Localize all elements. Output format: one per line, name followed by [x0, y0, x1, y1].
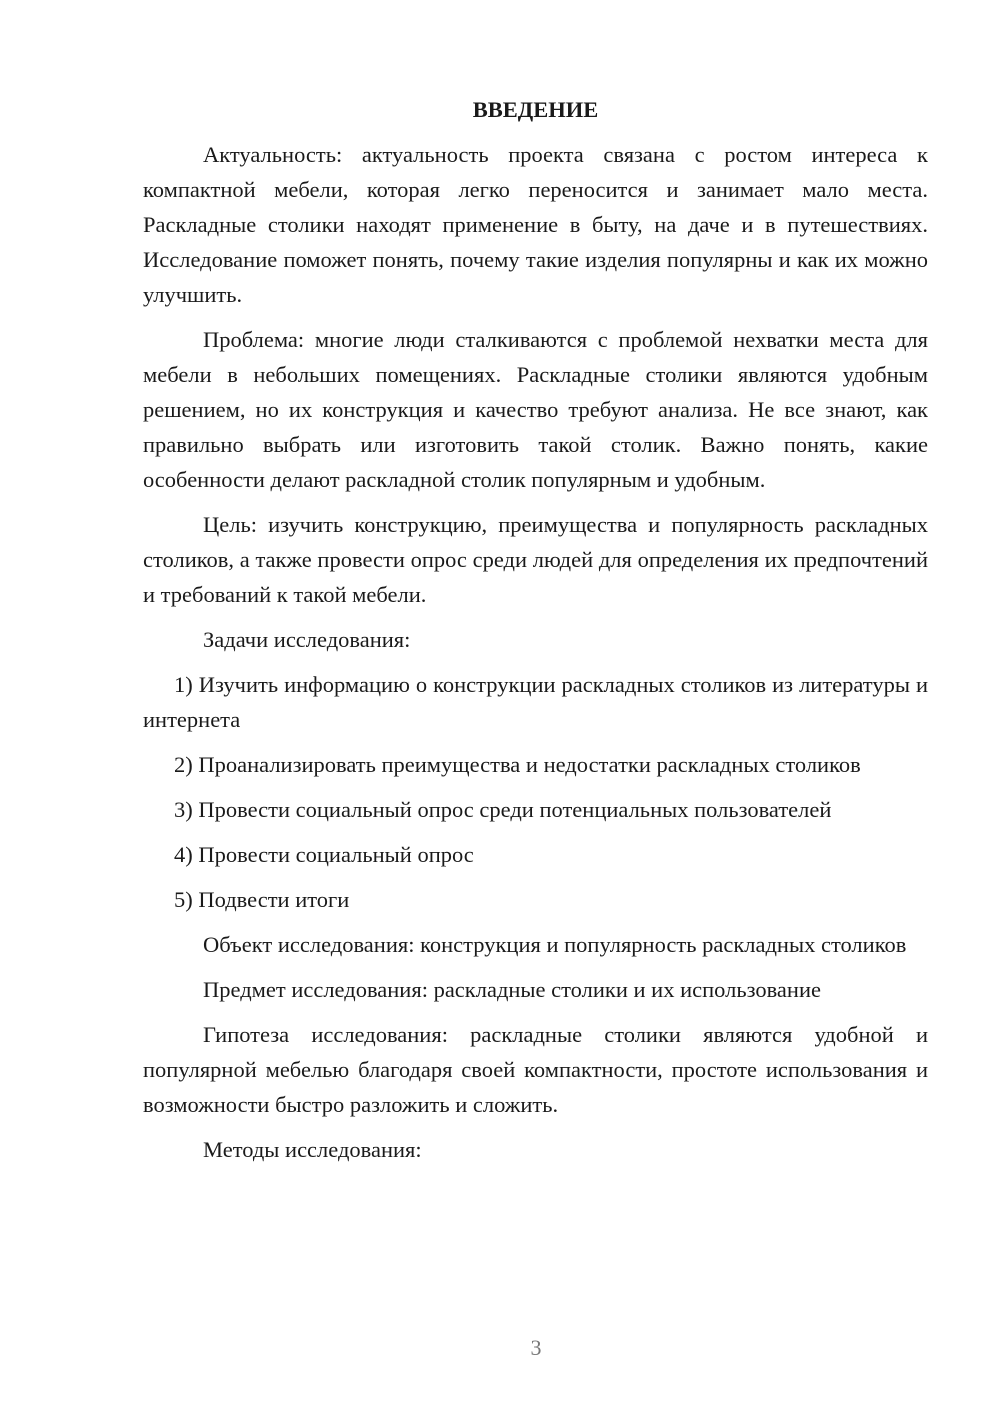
paragraph-hypothesis: Гипотеза исследования: раскладные столики являются удобной и популярной мебелью благодаря своей компактности, простоте использования и возможности быстро разложить и сложить. [143, 1022, 928, 1117]
section-title: ВВЕДЕНИЕ [472, 97, 599, 122]
document-page [143, 92, 928, 1177]
paragraph-tasks-heading: Задачи исследования: [203, 627, 411, 652]
task-item-1: 1) Изучить информацию о конструкции раскладных столиков из литературы и интернета [143, 672, 928, 732]
paragraph-methods: Методы исследования: [203, 1137, 422, 1162]
task-item-2: 2) Проанализировать преимущества и недостатки раскладных столиков [174, 752, 861, 777]
task-item-5: 5) Подвести итоги [174, 887, 350, 912]
paragraph-goal: Цель: изучить конструкцию, преимущества и популярность раскладных столиков, а также провести опрос среди людей для определения их предпочтений и требований к такой мебели. [143, 512, 928, 607]
page-number: 3 [530, 1335, 542, 1360]
paragraph-subject: Предмет исследования: раскладные столики и их использование [203, 977, 821, 1002]
paragraph-relevance: Актуальность: актуальность проекта связана с ростом интереса к компактной мебели, которая легко переносится и занимает мало места. Раскладные столики находят применение в быту, на даче и в путешествиях. Исследование поможет понять, почему такие изделия популярны и как их можно улучшить. [143, 142, 928, 307]
paragraph-problem: Проблема: многие люди сталкиваются с проблемой нехватки места для мебели в небольших помещениях. Раскладные столики являются удобным решением, но их конструкция и качество требуют анализа. Не все знают, как правильно выбрать или изготовить такой столик. Важно понять, какие особенности делают раскладной столик популярным и удобным. [143, 327, 928, 492]
task-item-3: 3) Провести социальный опрос среди потенциальных пользователей [174, 797, 832, 822]
task-item-4: 4) Провести социальный опрос [174, 842, 474, 867]
paragraph-object: Объект исследования: конструкция и популярность раскладных столиков [203, 932, 907, 957]
